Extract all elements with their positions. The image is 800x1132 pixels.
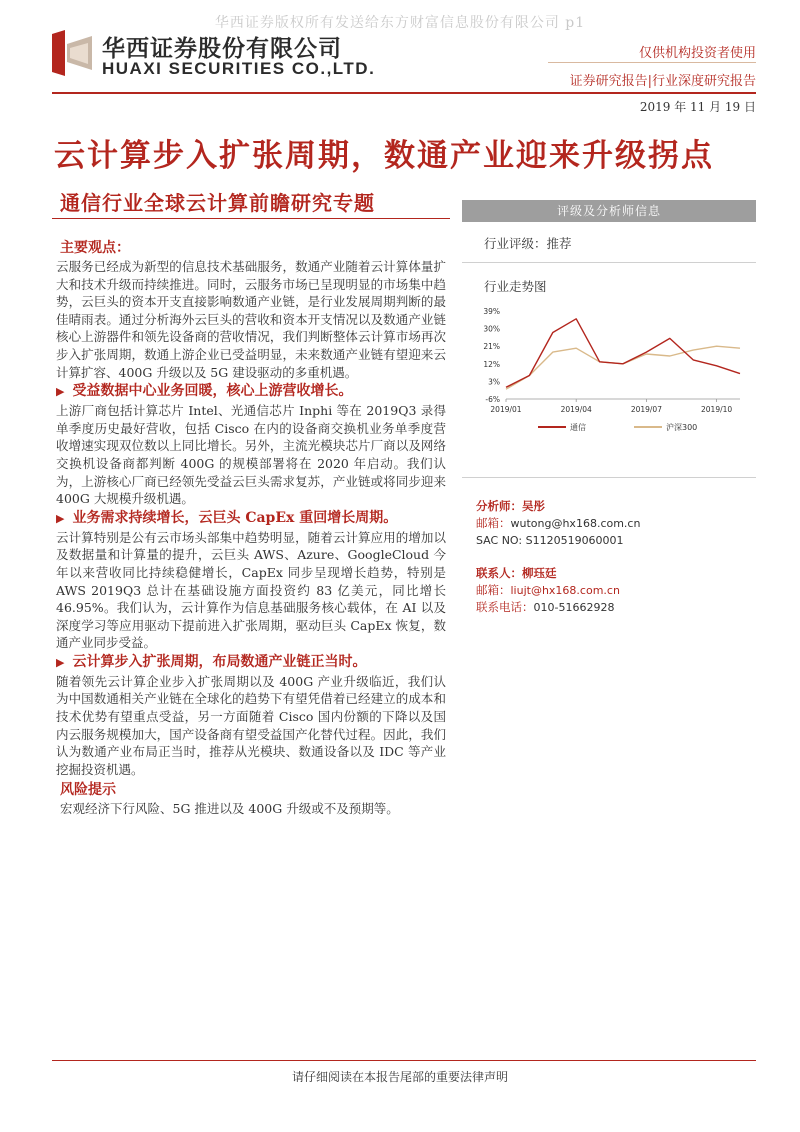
point-2-text: 云计算特别是公有云市场头部集中趋势明显，随着云计算应用的增加以及数据量和计算量的提升，云巨头 AWS、Azure、GoogleCloud 今年以来营收同比持续稳健增长，CapEx 同步呈现增长趋势，特别是 AWS 2019Q3 总计在基础设施方面投资约 83 亿美元，同比增长 46.95%。我们认为，云计算作为信息基础服务核心载体，在 AI 以及深度学习等应用驱动下提前进入扩张周期，驱动巨头 CapEx 恢复，数通产业同步受益。 <box>56 529 447 651</box>
analyst-info <box>462 498 756 549</box>
sidebar <box>462 200 756 616</box>
legend-label: 通信 <box>570 423 586 432</box>
analyst-email[interactable]: wutong@hx168.com.cn <box>510 517 641 530</box>
contact-name: 联系人：柳珏廷 <box>476 566 557 580</box>
y-tick-label: -6% <box>485 395 500 404</box>
point-1-title <box>56 381 446 402</box>
watermark: 华西证券版权所有发送给东方财富信息股份有限公司 p1 <box>214 15 586 31</box>
point-3-text: 随着领先云计算企业步入扩张周期以及 400G 产业升级临近，我们认为中国数通相关产业链在全球化的趋势下有望凭借着已经建立的成本和技术优势有望重点受益，另一方面随着 Cisco 国内份额的下降以及国内云服务规模加大，国产设备商有望受益国产化替代过程。因此，我们认为数通产业布局正当时，推荐从光模块、数通设备以及 IDC 等产业挖掘投资机遇。 <box>56 673 446 777</box>
huaxi-logo <box>52 30 92 76</box>
point-1-text: 上游厂商包括计算芯片 Intel、光通信芯片 Inphi 等在 2019Q3 录得单季度历史最好营收，包括 Cisco 在内的设备商交换机业务单季度营收增速实现双位数以上同比增长。另外，主流光模块芯片厂商以及网络交换机设备商都判断 400G 的规模部署将在 2020 年启动。我们认为，上游核心厂商已经领先受益云巨头需求复苏，产业链或将同步迎来 400G 大规模升级机遇。 <box>56 403 446 507</box>
y-tick-label: 30% <box>483 324 500 334</box>
analyst-email-label: 邮箱： <box>476 516 511 530</box>
report-title: 云计算步入扩张周期，数通产业迎来升级拐点 <box>54 138 714 174</box>
brand-name-cn: 华西证券股份有限公司 <box>102 36 342 62</box>
risk-text: 宏观经济下行风险、5G 推进以及 400G 升级或不及预期等。 <box>60 801 399 817</box>
series-line-telecom <box>506 319 740 388</box>
legal-notice: 请仔细阅读在本报告尾部的重要法律声明 <box>291 1070 508 1084</box>
x-tick-label: 2019/04 <box>560 405 592 414</box>
y-tick-label: 3% <box>488 377 500 387</box>
x-tick-label: 2019/10 <box>701 405 733 414</box>
legend-label: 沪深300 <box>666 423 698 432</box>
chart-rule <box>462 477 756 478</box>
point-3-title-text: 云计算步入扩张周期，布局数通产业链正当时。 <box>72 653 367 670</box>
point-1-title-text: 受益数据中心业务回暖，核心上游营收增长。 <box>72 383 353 400</box>
triangle-bullet-icon: ▶ <box>56 655 65 669</box>
main-points-heading: 主要观点： <box>60 240 130 256</box>
subtitle-rule <box>52 218 450 219</box>
analyst-email-row <box>476 515 756 532</box>
point-3-title <box>56 652 446 673</box>
trend-chart-title: 行业走势图 <box>484 279 547 294</box>
header-rule <box>52 92 756 94</box>
intro-paragraph: 云服务已经成为新型的信息技术基础服务，数通产业随着云计算体量扩大和技术升级而持续推进。同时，云服务市场已呈现明显的市场集中趋势，云巨头的资本开支直接影响数通产业链，是行业发展周期判断的最佳晴雨表。通过分析海外云巨头的营收和资本开支情况以及数通产业链核心上游器件和领先设备商的营收情况，我们判断整体云计算市场再次步入扩张周期，数通上游企业已受益明显，未来数通产业链有望迎来云计算扩容、400G 升级以及 5G 建设驱动的多重机遇。 <box>56 259 446 380</box>
contact-email[interactable]: liujt@hx168.com.cn <box>510 584 620 597</box>
report-date: 2019 年 11 月 19 日 <box>639 100 756 114</box>
contact-phone-row <box>476 599 756 616</box>
contact-info <box>462 565 756 616</box>
y-tick-label: 39% <box>483 307 500 316</box>
footer-rule <box>52 1060 756 1061</box>
industry-rating: 行业评级：推荐 <box>484 236 572 251</box>
triangle-bullet-icon: ▶ <box>56 385 65 399</box>
trend-chart <box>462 303 756 463</box>
contact-phone-label: 联系电话： <box>476 600 534 614</box>
risk-heading: 风险提示 <box>60 782 116 799</box>
analyst-sac: SAC NO: S1120519060001 <box>476 534 624 547</box>
rating-box-header: 评级及分析师信息 <box>462 200 756 222</box>
point-2-title <box>56 508 446 529</box>
report-subtitle: 通信行业全球云计算前瞻研究专题 <box>60 191 375 215</box>
x-tick-label: 2019/01 <box>490 405 522 414</box>
y-tick-label: 21% <box>483 342 500 352</box>
audience-label: 仅供机构投资者使用 <box>638 46 756 61</box>
x-tick-label: 2019/07 <box>630 405 662 414</box>
report-type: 证券研究报告|行业深度研究报告 <box>569 74 756 89</box>
contact-email-label: 邮箱： <box>476 583 511 597</box>
analyst-name: 分析师：吴彤 <box>476 499 545 513</box>
y-tick-label: 12% <box>483 359 500 369</box>
brand-name-en: HUAXI SECURITIES CO.,LTD. <box>102 59 376 78</box>
header-divider <box>548 62 756 63</box>
point-2-title-text: 业务需求持续增长，云巨头 CapEx 重回增长周期。 <box>72 509 398 526</box>
triangle-bullet-icon: ▶ <box>56 511 65 525</box>
main-content <box>56 238 446 818</box>
contact-phone: 010-51662928 <box>533 601 615 614</box>
contact-email-row <box>476 582 756 599</box>
